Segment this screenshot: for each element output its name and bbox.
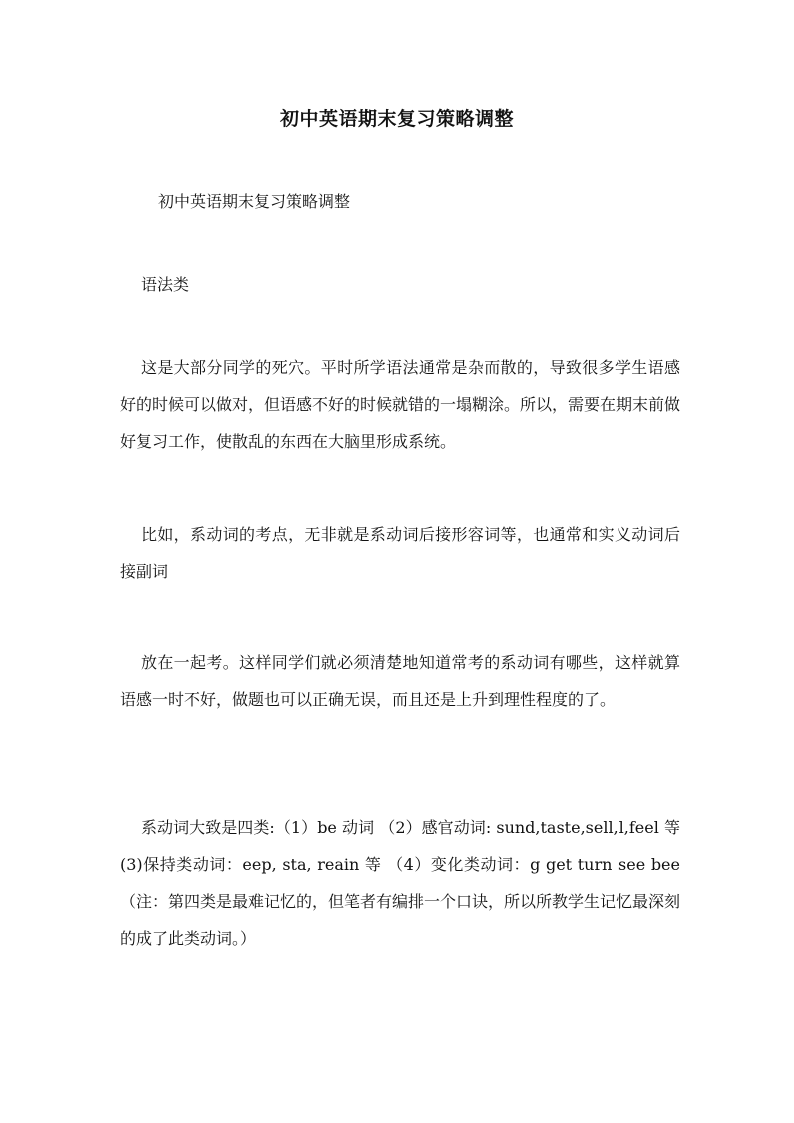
document-title: 初中英语期末复习策略调整 [279,108,514,130]
section-heading: 语法类 [141,275,190,294]
document-subtitle: 初中英语期末复习策略调整 [158,192,351,211]
paragraph: 系动词大致是四类:（1）be 动词 （2）感官动词: sund,taste,sell,l,feel 等 (3)保持类动词：eep, sta, reain 等 （4）变化类动词：g get turn see bee（注：第四类是最难记忆的，但笔者有编排一个口诀，所以所教学生记忆最深刻的成了此类动词。） [120,818,681,948]
paragraph: 这是大部分同学的死穴。平时所学语法通常是杂而散的，导致很多学生语感好的时候可以做对，但语感不好的时候就错的一塌糊涂。所以，需要在期末前做好复习工作，使散乱的东西在大脑里形成系统。 [120,358,681,451]
paragraph: 放在一起考。这样同学们就必须清楚地知道常考的系动词有哪些，这样就算语感一时不好，做题也可以正确无误，而且还是上升到理性程度的了。 [120,653,680,709]
paragraph: 比如，系动词的考点，无非就是系动词后接形容词等，也通常和实义动词后接副词 [120,525,680,581]
